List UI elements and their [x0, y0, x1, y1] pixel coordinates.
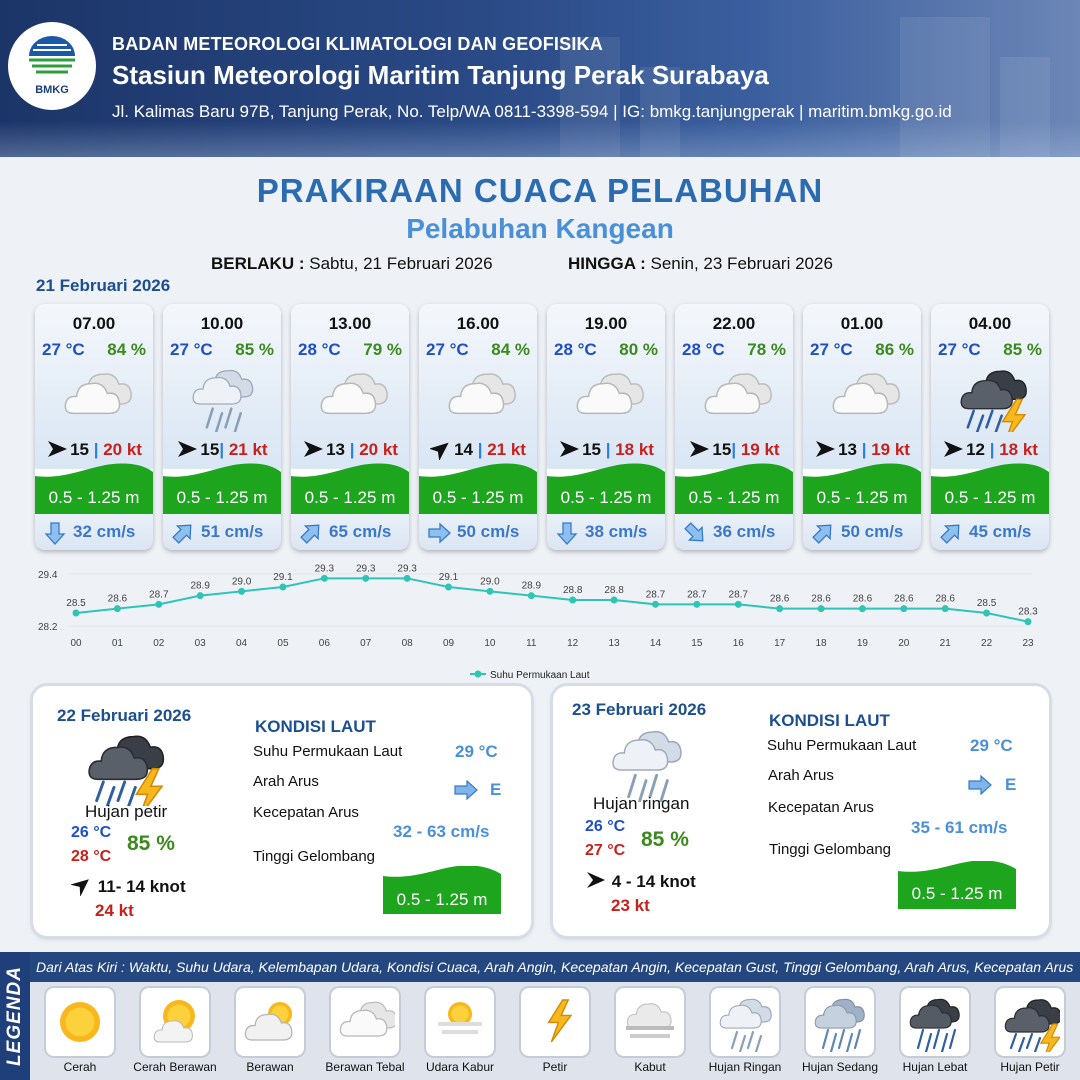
gust-speed: 21 kt	[487, 440, 526, 459]
wind-speed: 14	[454, 440, 473, 459]
current-direction-icon	[171, 521, 195, 545]
current-direction-icon	[939, 521, 963, 545]
current-direction-icon	[427, 521, 451, 545]
forecast-humidity: 84 %	[491, 340, 530, 359]
wind-direction-icon	[302, 438, 324, 460]
current-row	[931, 514, 1049, 550]
legend-label: Berawan	[246, 1060, 294, 1074]
x-tick-label: 02	[153, 638, 165, 649]
day2-condition: Hujan petir	[85, 802, 168, 821]
data-point	[569, 597, 576, 604]
forecast-time: 01.00	[840, 314, 884, 333]
day2-temp-min: 26 °C	[71, 824, 112, 841]
forecast-wind	[675, 438, 793, 460]
data-label: 28.7	[645, 589, 666, 601]
station-address: Jl. Kalimas Baru 97B, Tanjung Perak, No. Telp/WA 0811-3398-594 | IG: bmkg.tanjungperak | maritim.bmkg.go.id	[112, 102, 952, 121]
bmkg-logo	[8, 22, 96, 110]
current-direction-icon	[43, 521, 67, 545]
day2-date: 22 Februari 2026	[57, 706, 192, 725]
forecast-card	[931, 304, 1049, 550]
current-speed: 50 cm/s	[457, 522, 520, 541]
current-row	[675, 514, 793, 550]
forecast-card	[803, 304, 921, 550]
data-label: 28.7	[687, 589, 707, 601]
legend-label: Hujan Petir	[1000, 1060, 1060, 1074]
data-label: 28.8	[562, 585, 583, 596]
gust-speed: 18 kt	[999, 440, 1038, 459]
day3-gust: 23 kt	[611, 896, 650, 915]
x-tick-label: 23	[1022, 638, 1034, 649]
weather-icon	[438, 362, 518, 432]
current-direction-icon	[683, 521, 707, 545]
day3-date: 23 Februari 2026	[572, 700, 707, 719]
wind-direction-icon	[814, 438, 836, 460]
day3-current-speed-label: Kecepatan Arus	[768, 799, 874, 816]
x-tick-label: 08	[401, 638, 413, 649]
legend-item	[34, 988, 126, 1074]
data-point	[362, 575, 369, 582]
current-speed: 38 cm/s	[585, 522, 648, 541]
forecast-temp: 27 °C	[810, 340, 853, 359]
current-speed: 36 cm/s	[713, 522, 776, 541]
day3-sst-label: Suhu Permukaan Laut	[767, 737, 917, 754]
legend-title: LEGENDA	[4, 966, 25, 1066]
data-label: 28.3	[1018, 606, 1038, 618]
forecast-time: 16.00	[456, 314, 500, 333]
data-point	[693, 601, 700, 608]
x-tick-label: 16	[732, 638, 744, 649]
legend-label: Petir	[542, 1060, 568, 1074]
bolt-icon	[521, 988, 589, 1056]
data-point	[404, 575, 411, 582]
day3-wind	[585, 869, 696, 892]
cloud-sun-icon	[236, 988, 304, 1056]
gust-speed: 21 kt	[228, 440, 268, 459]
data-label: 28.6	[769, 593, 790, 605]
day2-gust: 24 kt	[95, 901, 134, 920]
data-point	[238, 588, 245, 595]
data-label: 28.6	[935, 593, 955, 605]
x-tick-label: 19	[856, 638, 868, 649]
current-row	[419, 514, 537, 550]
legend-note-bar	[30, 952, 1080, 982]
day3-wind-speed: 4 - 14 knot	[611, 872, 696, 891]
data-label: 28.9	[521, 580, 542, 592]
forecast-temp: 27 °C	[426, 340, 469, 359]
weather-icon	[566, 362, 646, 432]
current-row	[163, 514, 281, 550]
forecast-time: 10.00	[200, 314, 244, 333]
day2-wind	[71, 874, 186, 897]
legend-item	[604, 988, 696, 1074]
data-point	[321, 575, 328, 582]
data-point	[818, 605, 825, 612]
x-tick-label: 07	[360, 638, 372, 649]
forecast-time: 22.00	[712, 314, 756, 333]
data-label: 29.1	[438, 572, 459, 583]
day3-current-dir-label: Arah Arus	[768, 767, 834, 784]
x-tick-label: 00	[70, 638, 82, 649]
forecast-time: 04.00	[968, 314, 1012, 333]
wind-separator: |	[88, 440, 104, 459]
legend-label: Kabut	[634, 1060, 666, 1074]
day3-panel	[553, 686, 1049, 936]
forecast-wind	[35, 438, 153, 460]
data-point	[735, 601, 742, 608]
forecast-temp: 27 °C	[938, 340, 981, 359]
x-tick-label: 01	[111, 638, 123, 649]
wind-separator: |	[856, 440, 872, 459]
data-label: 29.3	[356, 563, 376, 575]
x-tick-label: 06	[318, 638, 330, 649]
data-label: 29.3	[314, 563, 335, 575]
wind-direction-icon	[46, 438, 68, 460]
forecast-humidity: 86 %	[875, 340, 914, 359]
legend	[0, 952, 1080, 1080]
gust-speed: 19 kt	[740, 440, 780, 459]
forecast-humidity: 85 %	[1003, 340, 1042, 359]
forecast-wind	[547, 438, 665, 460]
y-tick-label: 28.2	[38, 622, 58, 633]
day2-current-speed-label: Kecepatan Arus	[253, 804, 359, 821]
data-label: 28.8	[604, 585, 624, 596]
weather-icon	[694, 362, 774, 432]
sun-cloud-icon	[141, 988, 209, 1056]
legend-label: Hujan Lebat	[902, 1060, 968, 1074]
x-tick-label: 15	[691, 638, 703, 649]
x-tick-label: 10	[484, 638, 496, 649]
wind-separator: |	[219, 440, 229, 459]
fog-icon	[616, 988, 684, 1056]
data-point	[114, 605, 121, 612]
current-direction-icon	[555, 521, 579, 545]
wind-direction-icon	[176, 438, 198, 460]
forecast-wind	[931, 438, 1049, 460]
data-label: 28.6	[894, 593, 914, 605]
valid-to-label: HINGGA :	[568, 254, 646, 273]
current-speed: 65 cm/s	[329, 522, 392, 541]
forecast-card	[547, 304, 665, 550]
legend-label: Cerah	[63, 1060, 97, 1074]
wind-direction-icon	[430, 438, 452, 460]
day3-condition: Hujan ringan	[593, 794, 690, 813]
x-tick-label: 22	[981, 638, 993, 649]
x-tick-label: 05	[277, 638, 289, 649]
haze-icon	[426, 988, 494, 1056]
wind-direction-icon	[942, 438, 964, 460]
current-direction-icon	[811, 521, 835, 545]
wind-speed: 13	[838, 440, 857, 459]
wind-separator: |	[731, 440, 741, 459]
legend-label: Cerah Berawan	[133, 1060, 217, 1074]
x-tick-label: 14	[649, 638, 662, 649]
legend-label: Hujan Ringan	[708, 1060, 782, 1074]
data-point	[279, 584, 286, 591]
gust-speed: 18 kt	[615, 440, 654, 459]
legend-label: Berawan Tebal	[325, 1060, 405, 1074]
day2-humidity: 85 %	[127, 832, 175, 855]
day3-sea-title: KONDISI LAUT	[769, 711, 890, 730]
weather-icon	[950, 362, 1030, 432]
cloud-thick-icon	[331, 988, 399, 1056]
wind-speed: 15	[200, 440, 220, 459]
forecast-humidity: 85 %	[235, 340, 274, 359]
gust-speed: 19 kt	[871, 440, 910, 459]
data-label: 29.1	[273, 572, 293, 583]
current-speed: 32 cm/s	[73, 522, 136, 541]
day1-date: 21 Februari 2026	[36, 276, 171, 295]
data-label: 29.0	[480, 576, 500, 588]
legend-item	[319, 988, 411, 1074]
logo-text: BMKG	[35, 84, 69, 96]
current-row	[35, 514, 153, 550]
valid-from-value: Sabtu, 21 Februari 2026	[309, 254, 493, 273]
day2-sea-title: KONDISI LAUT	[255, 717, 376, 736]
day3-wave-label: Tinggi Gelombang	[769, 841, 892, 858]
wave-height: 0.5 - 1.25 m	[304, 488, 396, 507]
current-row	[803, 514, 921, 550]
day2-wind-speed: 11- 14 knot	[97, 877, 186, 896]
x-tick-label: 11	[526, 638, 537, 649]
header-banner	[0, 0, 1080, 157]
current-speed: 51 cm/s	[201, 522, 264, 541]
data-point	[528, 592, 535, 599]
y-tick-label: 29.4	[38, 570, 58, 581]
day2-sst: 29 °C	[455, 742, 498, 761]
day2-sst-label: Suhu Permukaan Laut	[253, 743, 403, 760]
heavy-rain-icon	[901, 988, 969, 1056]
day2-temp-max: 28 °C	[71, 848, 112, 865]
current-direction-icon	[453, 780, 479, 800]
data-label: 29.0	[231, 576, 252, 588]
legend-side-label	[0, 952, 30, 1080]
thunder-rain-icon	[996, 988, 1064, 1056]
x-tick-label: 21	[939, 638, 951, 649]
data-point	[1025, 618, 1032, 625]
day2-weather-icon	[77, 726, 167, 806]
day2-wave-label: Tinggi Gelombang	[253, 848, 376, 865]
valid-to	[568, 254, 833, 274]
day2-wave: 0.5 - 1.25 m	[396, 890, 488, 909]
legend-item	[129, 988, 221, 1074]
wind-speed: 15	[70, 440, 89, 459]
wave-height: 0.5 - 1.25 m	[48, 488, 140, 507]
day3-weather-icon	[601, 722, 691, 802]
forecast-time: 07.00	[72, 314, 116, 333]
sst-line	[76, 578, 1028, 621]
wind-separator: |	[600, 440, 616, 459]
day3-humidity: 85 %	[641, 828, 689, 851]
forecast-temp: 28 °C	[298, 340, 341, 359]
data-point	[445, 584, 452, 591]
forecast-wind	[419, 438, 537, 460]
forecast-temp: 27 °C	[42, 340, 85, 359]
wind-speed: 13	[326, 440, 345, 459]
data-point	[73, 610, 80, 617]
forecast-temp: 28 °C	[554, 340, 597, 359]
wave-height: 0.5 - 1.25 m	[176, 488, 268, 507]
forecast-card	[291, 304, 409, 550]
data-label: 28.6	[811, 593, 831, 605]
x-tick-label: 20	[898, 638, 910, 649]
legend-item	[699, 988, 791, 1074]
wave-height: 0.5 - 1.25 m	[560, 488, 652, 507]
forecast-card	[675, 304, 793, 550]
data-label: 28.6	[852, 593, 873, 605]
wind-separator: |	[472, 440, 488, 459]
legend-label: Hujan Sedang	[801, 1060, 879, 1074]
weather-icon	[310, 362, 390, 432]
data-label: 29.3	[397, 563, 417, 575]
gust-speed: 20 kt	[359, 440, 398, 459]
data-point	[942, 605, 949, 612]
x-tick-label: 03	[194, 638, 206, 649]
forecast-card	[35, 304, 153, 550]
data-label: 28.6	[107, 593, 128, 605]
legend-item	[224, 988, 316, 1074]
current-row	[291, 514, 409, 550]
current-speed: 45 cm/s	[969, 522, 1032, 541]
legend-note: Dari Atas Kiri : Waktu, Suhu Udara, Kelembapan Udara, Kondisi Cuaca, Arah Angin, Kecepatan Angin, Kecepatan Gust, Tinggi Gelombang, Arah Arus, Kecepatan Arus	[36, 959, 1074, 975]
page-title: PRAKIRAAN CUACA PELABUHAN	[256, 172, 824, 209]
valid-from-label: BERLAKU :	[211, 254, 305, 273]
x-tick-label: 09	[442, 638, 455, 649]
legend-item	[889, 988, 981, 1074]
wind-separator: |	[344, 440, 360, 459]
legend-item	[414, 988, 506, 1074]
wind-separator: |	[984, 440, 1000, 459]
data-point	[486, 588, 493, 595]
chart-legend	[470, 670, 590, 680]
agency-name: BADAN METEOROLOGI KLIMATOLOGI DAN GEOFISIKA	[112, 34, 603, 54]
forecast-humidity: 80 %	[619, 340, 658, 359]
data-point	[983, 610, 990, 617]
legend-item	[984, 988, 1076, 1074]
x-tick-label: 12	[567, 638, 579, 649]
wave-height: 0.5 - 1.25 m	[432, 488, 524, 507]
forecast-time: 19.00	[584, 314, 628, 333]
data-label: 28.7	[149, 589, 169, 601]
port-name: Pelabuhan Kangean	[406, 213, 674, 244]
data-point	[900, 605, 907, 612]
data-point	[652, 601, 659, 608]
weather-icon	[822, 362, 902, 432]
x-tick-label: 17	[774, 638, 786, 649]
weather-icon	[54, 362, 134, 432]
data-point	[859, 605, 866, 612]
light-rain-icon	[711, 988, 779, 1056]
legend-item	[509, 988, 601, 1074]
forecast-humidity: 84 %	[107, 340, 146, 359]
wave-height: 0.5 - 1.25 m	[816, 488, 908, 507]
wind-speed: 12	[966, 440, 985, 459]
wind-speed: 15	[582, 440, 601, 459]
data-point	[611, 597, 618, 604]
station-name: Stasiun Meteorologi Maritim Tanjung Perak Surabaya	[112, 60, 769, 90]
day3-current-speed: 35 - 61 cm/s	[911, 818, 1008, 837]
data-point	[197, 592, 204, 599]
forecast-humidity: 79 %	[363, 340, 402, 359]
data-label: 28.5	[66, 598, 86, 609]
day2-panel	[33, 686, 531, 936]
gust-speed: 20 kt	[103, 440, 142, 459]
wave-height: 0.5 - 1.25 m	[688, 488, 780, 507]
day2-current-dir: E	[490, 780, 502, 799]
forecast-card	[419, 304, 537, 550]
current-speed: 50 cm/s	[841, 522, 904, 541]
x-tick-label: 18	[815, 638, 827, 649]
day3-wave: 0.5 - 1.25 m	[911, 884, 1003, 903]
forecast-wind	[163, 438, 281, 460]
wind-speed: 15	[712, 440, 732, 459]
day3-sst: 29 °C	[970, 736, 1013, 755]
legend-item	[794, 988, 886, 1074]
legend-label: Udara Kabur	[425, 1060, 495, 1074]
forecast-time: 13.00	[328, 314, 372, 333]
day3-temp-max: 27 °C	[585, 842, 626, 859]
wind-direction-icon	[585, 869, 607, 891]
data-label: 28.5	[976, 598, 997, 609]
data-label: 28.7	[728, 589, 748, 601]
x-tick-label: 04	[236, 638, 248, 649]
forecast-card	[163, 304, 281, 550]
current-row	[547, 514, 665, 550]
legend-series-name: Suhu Permukaan Laut	[490, 670, 590, 680]
x-tick-label: 13	[608, 638, 620, 649]
forecast-wind	[803, 438, 921, 460]
forecast-temp: 28 °C	[682, 340, 725, 359]
day2-current-dir-label: Arah Arus	[253, 773, 319, 790]
day3-current-dir: E	[1005, 775, 1017, 794]
data-label: 28.9	[190, 580, 210, 592]
data-point	[776, 605, 783, 612]
current-direction-icon	[299, 521, 323, 545]
wind-direction-icon	[688, 438, 710, 460]
sst-chart	[30, 560, 1050, 680]
forecast-temp: 27 °C	[170, 340, 213, 359]
wind-direction-icon	[558, 438, 580, 460]
day3-temp-min: 26 °C	[585, 818, 626, 835]
forecast-wind	[291, 438, 409, 460]
wind-direction-icon	[71, 874, 93, 896]
moderate-rain-icon	[806, 988, 874, 1056]
valid-from	[211, 254, 493, 274]
current-direction-icon	[967, 775, 993, 795]
data-point	[155, 601, 162, 608]
valid-to-value: Senin, 23 Februari 2026	[650, 254, 833, 273]
day2-current-speed: 32 - 63 cm/s	[393, 822, 490, 841]
sun-icon	[46, 988, 114, 1056]
wave-height: 0.5 - 1.25 m	[944, 488, 1036, 507]
forecast-humidity: 78 %	[747, 340, 786, 359]
weather-icon	[182, 362, 262, 432]
